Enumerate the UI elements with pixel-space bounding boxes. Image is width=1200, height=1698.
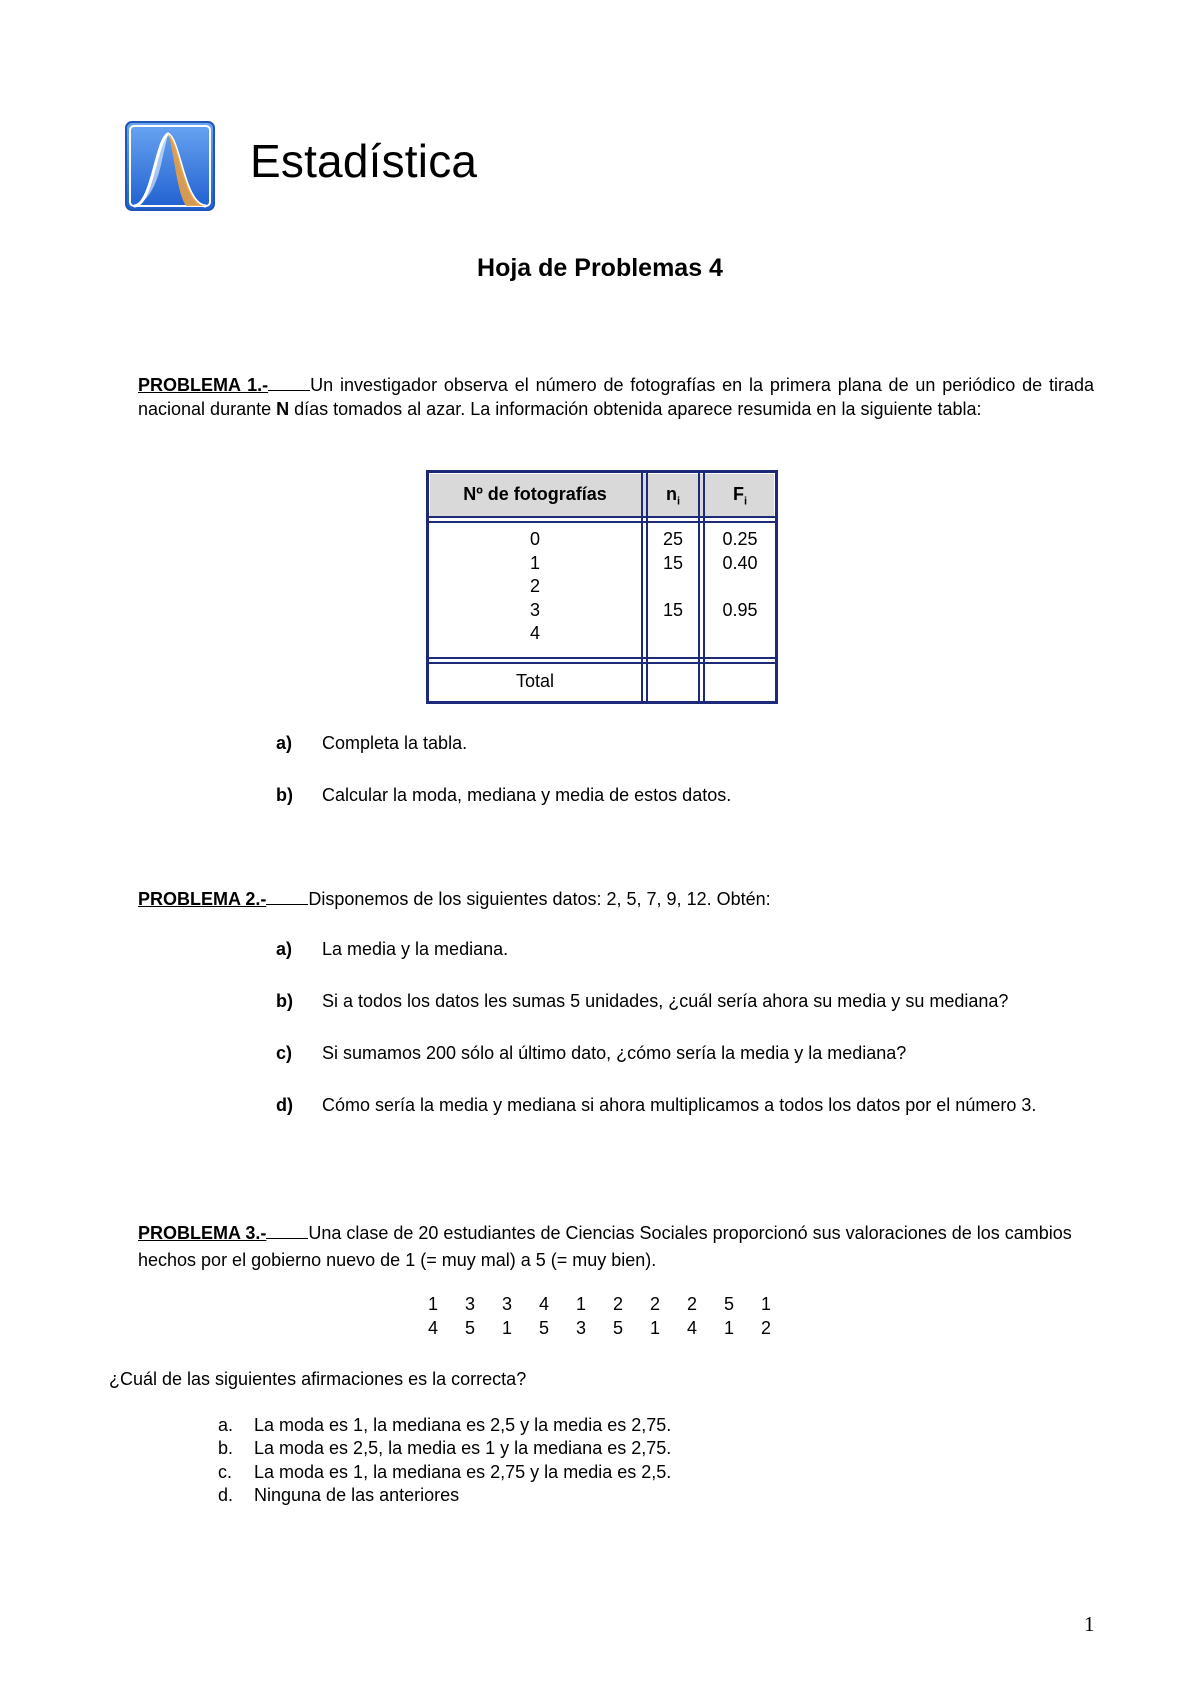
problem-2-item-b: b) Si a todos los datos les sumas 5 unidades, ¿cuál sería ahora su media y su mediana? (276, 991, 1009, 1011)
data-row-1: 1 3 3 4 1 2 2 2 5 1 (427, 1294, 773, 1314)
problem-3-question: ¿Cuál de las siguientes afirmaciones es la correcta? (109, 1369, 527, 1389)
table-cell (705, 622, 775, 646)
table-cell: 0 (529, 529, 540, 549)
table-cell (648, 575, 698, 599)
problem-1-text-a: Un investigador observa el número de fotografías en la primera plana de un periódico de tirada nacional durante (138, 375, 1094, 419)
problem-2-item-c: c) Si sumamos 200 sólo al último dato, ¿cómo sería la media y la mediana? (276, 1043, 907, 1063)
app-title: Estadística (250, 135, 478, 187)
problem-1-label: PROBLEMA 1.- (138, 375, 269, 395)
table-cell (648, 622, 698, 646)
problem-2-text: Disponemos de los siguientes datos: 2, 5, 7, 9, 12. Obtén: (308, 889, 771, 909)
problem-2-item-a: a) La media y la mediana. (276, 939, 509, 959)
table-cell (705, 575, 775, 599)
table-cell: 25 (662, 529, 684, 549)
table-cell: 0.95 (722, 599, 758, 620)
option-d: d. Ninguna de las anteriores (218, 1485, 460, 1505)
problem-1-item-a: a) Completa la tabla. (276, 733, 468, 753)
sheet-title: Hoja de Problemas 4 (477, 254, 723, 282)
frequency-table (426, 470, 778, 704)
problem-2-statement (138, 887, 1094, 912)
column-photos (429, 528, 641, 646)
option-b: b. La moda es 2,5, la media es 1 y la mediana es 2,75. (218, 1438, 672, 1458)
option-c: c. La moda es 1, la mediana es 2,75 y la media es 2,5. (218, 1462, 672, 1482)
problem-1-text-b: días tomados al azar. La información obtenida aparece resumida en la siguiente tabla: (289, 398, 982, 419)
table-cell: 4 (529, 623, 540, 643)
blank-line (268, 373, 310, 391)
blank-line (266, 887, 308, 905)
blank-line (266, 1221, 308, 1239)
problem-3-statement (138, 1220, 1094, 1274)
problem-3-label: PROBLEMA 3.- (138, 1223, 267, 1243)
problem-1-statement (138, 373, 1094, 421)
table-cell: 0.25 (722, 529, 758, 549)
data-row-2: 4 5 1 5 3 5 1 4 1 2 (427, 1318, 773, 1338)
table-cell: 3 (529, 599, 540, 620)
column-n (648, 528, 698, 646)
table-cell: 2 (529, 576, 540, 596)
total-label: Total (515, 671, 555, 691)
problem-1-item-b: b) Calcular la moda, mediana y media de estos datos. (276, 785, 732, 805)
header-F: $F_i$ (732, 484, 748, 508)
problem-2-item-d: d) Cómo sería la media y mediana si ahora multiplicamos a todos los datos por el número 3. (276, 1095, 1037, 1115)
page-number: 1 (1084, 1612, 1095, 1636)
header-photos: Nº de fotografías (463, 484, 607, 504)
problem-1-bold-n: N (276, 398, 290, 419)
header-n: $n_i$ (665, 484, 681, 508)
table-cell: 1 (529, 552, 540, 573)
problem-3-text: Una clase de 20 estudiantes de Ciencias Sociales proporcionó sus valoraciones de los cambios hechos por el gobierno nuevo de 1 (= muy mal) a 5 (= muy bien). (138, 1223, 1072, 1270)
table-cell: 15 (662, 599, 684, 620)
problem-2-label: PROBLEMA 2.- (138, 889, 267, 909)
table-cell: 0.40 (722, 552, 758, 573)
estadistica-logo-icon (124, 120, 216, 212)
column-F (705, 528, 775, 646)
option-a: a. La moda es 1, la mediana es 2,5 y la media es 2,75. (218, 1415, 672, 1435)
table-cell: 15 (662, 552, 684, 573)
